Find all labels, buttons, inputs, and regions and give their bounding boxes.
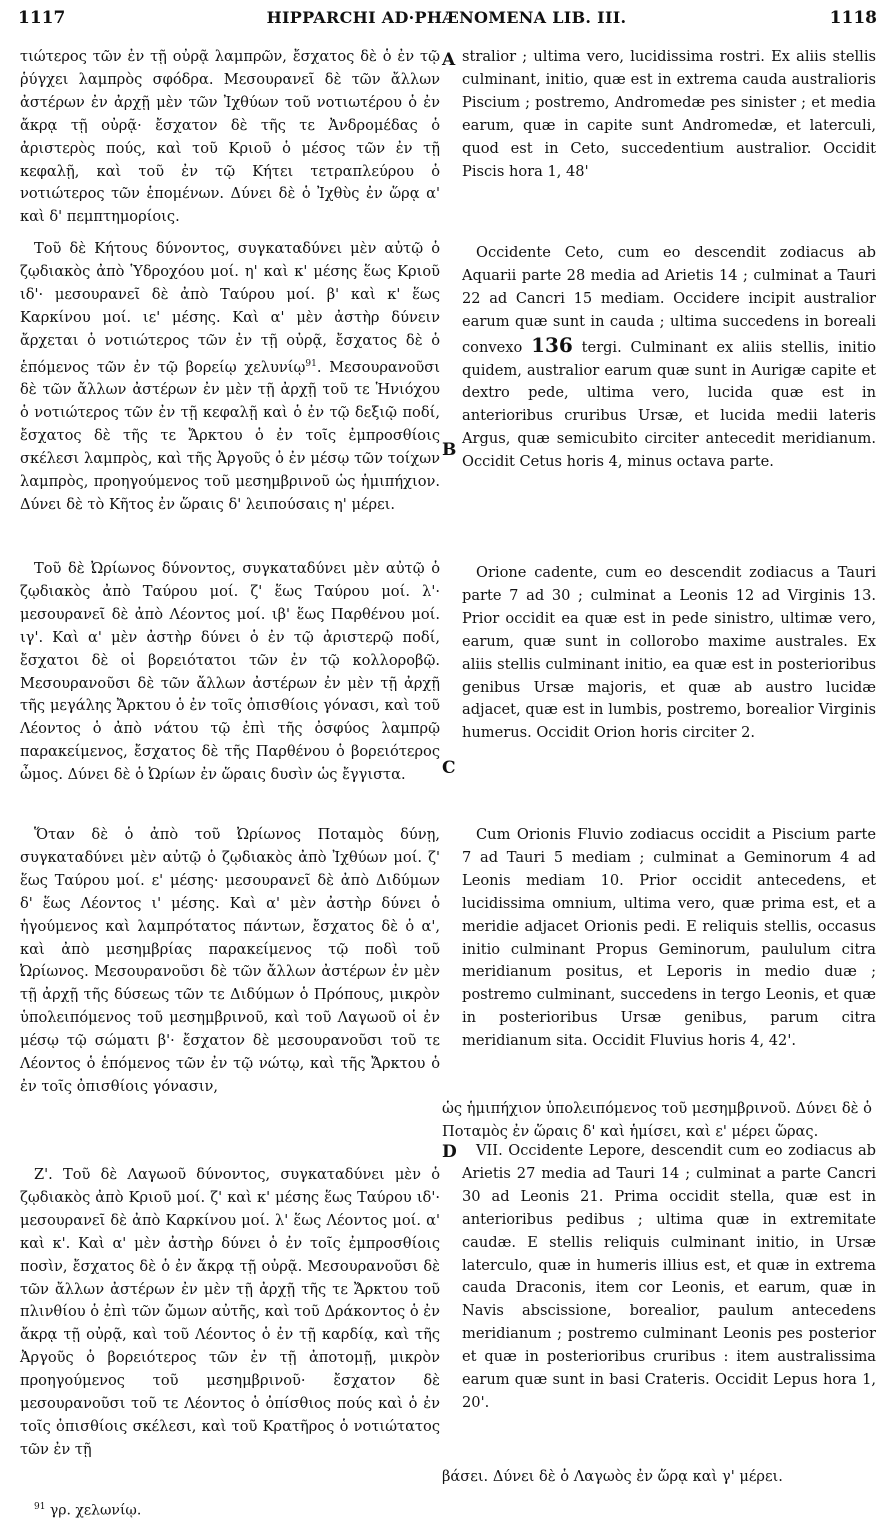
greek-paragraph: Ζ'. Τοῦ δὲ Λαγωοῦ δύνοντος, συγκαταδύνει μὲν ὁ ζῳδιακὸς ἀπὸ Κριοῦ μοί. ζ' καὶ κ' μέσης ἕως Ταύρου ιδ'· μεσουρανεῖ δὲ ἀπὸ Καρκίνου μοί. λ' ἕως Λέοντος μοί. α' καὶ κ'. Καὶ α' μὲν ἀστὴρ δύνει ὁ ἐν τοῖς ἐμπροσθίοις ποσὶν, ἔσχατος δὲ ὁ ἐν ἄκρᾳ τῇ οὐρᾷ. Μεσουρανοῦσι δὲ τῶν ἄλλων ἀστέρων ἐν μὲν τῇ ἀρχῇ τῆς τε Ἄρκτου τοῦ πλινθίου ὁ ἐπὶ τῶν ὤμων αὐτῆς, καὶ τοῦ Δράκοντος ὁ ἐν ἄκρᾳ τῇ οὐρᾷ, καὶ τοῦ Λέοντος ὁ ἐν τῇ καρδίᾳ, καὶ τῆς Ἀργοῦς ὁ βορειότερος τῶν ἐν τῇ ἀποτομῇ, μικρὸν προηγούμενος τοῦ μεσημβρινοῦ· ἔσχατον δὲ μεσουρανοῦσι τοῦ τε Λέοντος ὁ ὀπίσθιος πούς καὶ ὁ ἐν τοῖς ὀπισθίοις σκέλεσι, καὶ τοῦ Κρατῆρος ὁ νοτιώτατος τῶν ἐν τῇ (20, 1166, 440, 1458)
margin-letter-d: D (442, 1142, 457, 1162)
greek-paragraph: τιώτερος τῶν ἐν τῇ οὐρᾷ λαμπρῶν, ἔσχατος δὲ ὁ ἐν τῷ ῥύγχει λαμπρὸς σφόδρα. Μεσουρανεῖ δὲ τῶν ἄλλων ἀστέρων ἐν ἀρχῇ μὲν τῶν Ἰχθύων τοῦ νοτιωτέρου ὁ ἐν ἄκρᾳ τῇ οὐρᾷ· ἔσχατον δὲ τῆς τε Ἀνδρομέδας ὁ ἀριστερὸς πούς, καὶ τοῦ Κριοῦ ὁ μέσος τῶν ἐν τῇ κεφαλῇ, καὶ τοῦ ἐν τῷ Κήτει τετραπλεύρου ὁ νοτιώτερος τῶν ἑπομένων. Δύνει δὲ ὁ Ἰχθὺς ἐν ὥρᾳ α' καὶ δ' πεμπτημορίοις. (20, 48, 440, 226)
greek-paragraph: Ὅταν δὲ ὁ ἀπὸ τοῦ Ὠρίωνος Ποταμὸς δύνῃ, συγκαταδύνει μὲν αὐτῷ ὁ ζῳδιακὸς ἀπὸ Ἰχθύων μοί. ζ' ἕως Ταύρου μοί. ε' μέσης· μεσουρανεῖ δὲ ἀπὸ Διδύμων δ' ἕως Λέοντος ι' μέσης. Καὶ α' μὲν ἀστὴρ δύνει ὁ ἡγούμενος καὶ λαμπρότατος πάντων, ἔσχατος δὲ ὁ α', καὶ ἀπὸ μεσημβρίας παρακείμενος τῷ ποδὶ τοῦ Ὠρίωνος. Μεσουρανοῦσι δὲ τῶν ἄλλων ἀστέρων ἐν μὲν τῇ ἀρχῇ τῆς δύσεως τῶν τε Διδύμων ὁ Πρόπους, μικρὸν ὑπολειπόμενος τοῦ μεσημβρινοῦ, καὶ τοῦ Λαγωοῦ οἱ ἐν μέσῳ τῷ σώματι β'· ἔσχατον δὲ μεσουρανοῦσι τοῦ τε Λέοντος ὁ ἑπόμενος τῶν ἐν τῷ νώτῳ, καὶ τῆς Ἄρκτου ὁ ἐν τοῖς ὀπισθίοις γόνασιν, (20, 826, 440, 1095)
greek-continuation: ὡς ἡμιπήχιον ὑπολειπόμενος τοῦ μεσημβρινοῦ. Δύνει δὲ ὁ Ποταμὸς ἐν ὥραις δ' καὶ ἡμίσει, καὶ ε' μέρει ὥρας. (442, 1100, 872, 1140)
footnote-reference: 91 (305, 358, 317, 369)
greek-text-spacer: . (316, 358, 330, 376)
footnote-mark: 91 (34, 1502, 46, 1512)
latin-text: tergi. Culminant ex aliis stellis, initio quidem, australior earum quæ sunt in Aurigæ capite et dextro pede, ultima vero, lucida quæ est in anterioribus cruribus Ursæ, et lucida medii lateris Argus, quæ semicubito circiter antecedit meridianum. Occidit Cetus horis 4, minus octava parte. (462, 338, 877, 471)
running-title: HIPPARCHI AD·PHÆNOMENA LIB. III. (266, 8, 627, 27)
greek-paragraph: Τοῦ δὲ Ὠρίωνος δύνοντος, συγκαταδύνει μὲν αὐτῷ ὁ ζῳδιακὸς ἀπὸ Ταύρου μοί. ζ' ἕως Ταύρου μοί. λ'· μεσουρανεῖ δὲ ἀπὸ Λέοντος μοί. ιβ' ἕως Παρθένου μοί. ιγ'. Καὶ α' μὲν ἀστὴρ δύνει ὁ ἐν τῷ ἀριστερῷ ποδί, ἔσχατοι δὲ οἱ βορειότατοι τῶν ἐν τῷ κολλοροβῷ. Μεσουρανοῦσι δὲ τῶν ἄλλων ἀστέρων ἐν μὲν τῇ ἀρχῇ τῆς μεγάλης Ἄρκτου ὁ ἐν τοῖς ὀπισθίοις γόνασι, καὶ τοῦ Λέοντος ὁ ἀπὸ νάτου τῷ ἐπὶ τῆς ὀσφύος λαμπρῷ παρακείμενος, ἔσχατος δὲ τῆς Παρθένου ὁ βορειότερος ὦμος. Δύνει δὲ ὁ Ὠρίων ἐν ὥραις δυσὶν ὡς ἔγγιστα. (20, 560, 440, 784)
latin-paragraph: stralior ; ultima vero, lucidissima rostri. Ex aliis stellis culminant, initio, quæ est in extrema cauda australioris Piscium ; postremo, Andromedæ pes sinister ; et media earum, quæ in capite sunt Andromedæ, et laterculi, quod est in Ceto, succedentium australior. Occidit Piscis hora 1, 48' (462, 48, 876, 180)
margin-letter-b: B (442, 440, 457, 460)
greek-text: Μεσουρανοῦσι δὲ τῶν ἄλλων ἀστέρων ἐν μὲν τῇ ἀρχῇ τοῦ τε Ἡνιόχου ὁ νοτιώτερος τῶν ἐν τῇ κεφαλῇ καὶ ὁ ἐν τῷ δεξιῷ ποδί, ἔσχατος δὲ τῆς τε Ἄρκτου ὁ ἐν τοῖς ἐμπροσθίοις σκέλεσι λαμπρὸς, καὶ τῆς Ἀργοῦς ὁ ἐν μέσῳ τῶν τοίχων λαμπρὸς, προηγούμενος τοῦ μεσημβρινοῦ ὡς ἡμιπήχιον. Δύνει δὲ τὸ Κῆτος ἐν ὥραις δ' λειπούσαις η' μέρει. (20, 358, 440, 513)
latin-paragraph: Orione cadente, cum eo descendit zodiacus a Tauri parte 7 ad 30 ; culminat a Leonis 12 ad Virginis 13. Prior occidit ea quæ est in pede sinistro, ultimæ vero, earum, quæ sunt in collorobo maxime australes. Ex aliis stellis culminant initio, ea quæ est in posterioribus genibus Ursæ majoris, et quæ ab austro lucidæ adjacet, quæ est in lumbis, postremo, borealior Virginis humerus. Occidit Orion horis circiter 2. (462, 564, 876, 742)
latin-text: Occidente Ceto, cum eo descendit zodiacus ab Aquarii parte 28 media ad Arietis 14 ; culminat a Tauri 22 ad Cancri 15 mediam. Occidere incipit australior earum quæ sunt in cauda ; ultima succedens in boreali convexo (462, 244, 876, 356)
right-page-number: 1118 (829, 8, 877, 28)
margin-letter-c: C (442, 758, 456, 778)
footnote (34, 1502, 141, 1519)
latin-paragraph (462, 242, 876, 474)
running-header (10, 4, 883, 34)
left-page-number: 1117 (18, 8, 66, 28)
footnote-text: γρ. χελωνίῳ. (49, 1502, 142, 1519)
greek-paragraph (20, 238, 440, 517)
column-number: 136 (531, 332, 573, 357)
margin-letter-a: A (442, 50, 456, 70)
latin-paragraph: Cum Orionis Fluvio zodiacus occidit a Piscium parte 7 ad Tauri 5 mediam ; culminat a Geminorum 4 ad Leonis mediam 10. Prior occidit antecedens, et lucidissima omnium, ultima vero, quæ prima est, et a meridie adjacet Orionis pedi. E reliquis stellis, occasus initio culminant Propus Geminorum, paululum citra meridianum positus, et Leporis in medio duæ ; postremo culminant, succedens in tergo Leonis, et quæ in posterioribus Ursæ genibus, parum citra meridianum sita. Occidit Fluvius horis 4, 42'. (462, 826, 876, 1050)
latin-paragraph: VII. Occidente Lepore, descendit cum eo zodiacus ab Arietis 27 media ad Tauri 14 ; culminat a parte Cancri 30 ad Leonis 21. Prima occidit stella, quæ est in anterioribus pedibus ; ultima quæ in extremitate caudæ. E stellis reliquis culminant initio, in Ursæ laterculo, quæ in humeris illius est, et quæ in extrema cauda Draconis, item cor Leonis, et earum, quæ in Navis abscissione, borealior, paulum antecedens meridianum ; postremo culminant Leonis pes posterior et quæ in posterioribus cruribus : item australissima earum quæ sunt in basi Crateris. Occidit Lepus hora 1, 20'. (462, 1142, 876, 1411)
greek-continuation: βάσει. Δύνει δὲ ὁ Λαγωὸς ἐν ὥρᾳ καὶ γ' μέρει. (442, 1468, 783, 1485)
greek-text: Τοῦ δὲ Κήτους δύνοντος, συγκαταδύνει μὲν αὐτῷ ὁ ζῳδιακὸς ἀπὸ Ὑδροχόου μοί. η' καὶ κ' μέσης ἕως Κριοῦ ιδ'· μεσουρανεῖ δὲ ἀπὸ Ταύρου μοί. β' καὶ κ' ἕως Καρκίνου μοί. ιε' μέσης. Καὶ α' μὲν ἀστὴρ δύνειν ἄρχεται ὁ νοτιώτερος τῶν ἐν τῇ οὐρᾷ, ἔσχατος δὲ ὁ ἑπόμενος τῶν ἐν τῷ βορείῳ χελυνίῳ (20, 240, 440, 376)
